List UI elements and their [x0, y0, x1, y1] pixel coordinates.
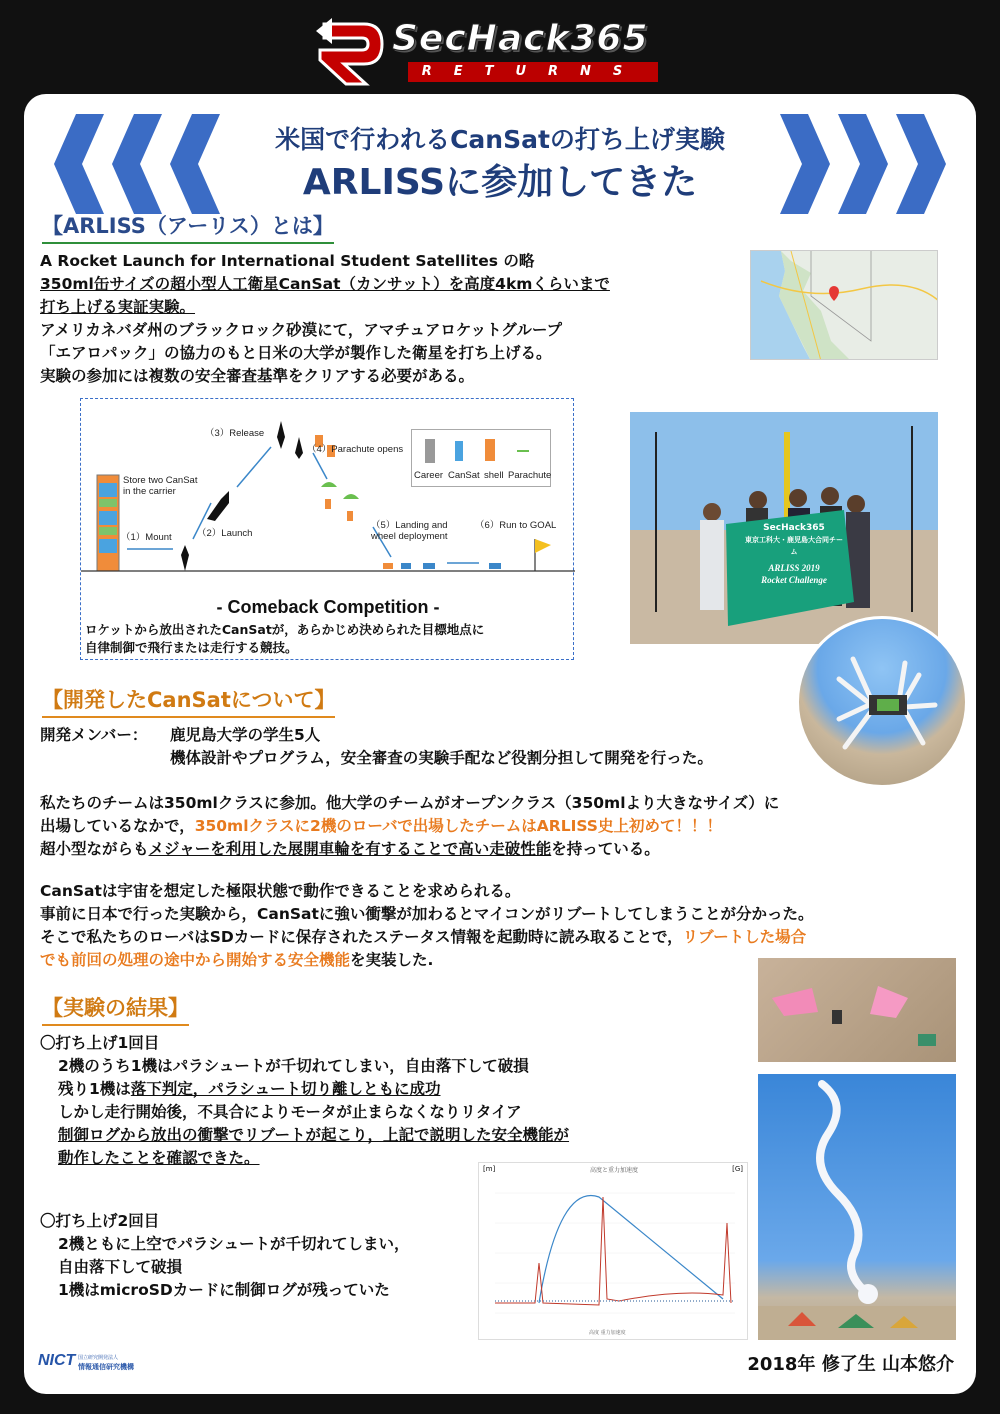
paragraph-line: 超小型ながらもメジャーを利用した展開車輪を有することで高い走破性能を持っている。 — [40, 840, 660, 858]
rover-photo — [796, 616, 968, 788]
altitude-gforce-graph — [478, 1162, 748, 1340]
paragraph-line: 私たちのチームは350mlクラスに参加。他大学のチームがオープンクラス（350mlより大きなサイズ）に — [40, 794, 780, 812]
paragraph-line: 事前に日本で行った実験から，CanSatに強い衝撃が加わるとマイコンがリブートしてしまうことが分かった。 — [40, 905, 814, 923]
diagram-label-launch: （2）Launch — [197, 528, 253, 539]
section-heading-arliss: 【ARLISS（アーリス）とは】 — [42, 210, 334, 244]
paragraph-line: でも前回の処理の途中から開始する安全機能を実装した. — [40, 951, 434, 969]
graph-right-unit: [G] — [732, 1165, 743, 1173]
poster-title-line2: ARLISSに参加してきた — [302, 162, 698, 203]
launch2-block — [40, 1210, 409, 1302]
launch2-line: 2機ともに上空でパラシュートが千切れてしまい， — [58, 1235, 410, 1253]
graph-legend: 高度 重力加速度 — [589, 1330, 626, 1336]
diagram-label-run: （6）Run to GOAL — [475, 520, 557, 531]
caption-line: ロケットから放出されたCanSatが，あらかじめ決められた目標地点に — [85, 622, 485, 637]
diagram-legend — [411, 429, 551, 487]
nict-logo-sub2: 情報通信研究機構 — [78, 1363, 134, 1371]
highlight-first-in-history: 350mlクラスに2機のローバで出場したチームはARLISS史上初めて！！！ — [194, 817, 722, 835]
sechack-return-icon — [310, 8, 390, 88]
cansat-paragraph1 — [40, 792, 779, 861]
arliss-line: A Rocket Launch for International Student Satellites の略 — [40, 252, 535, 270]
team-photo — [630, 412, 938, 644]
members-roles: 機体設計やプログラム，安全審査の実験手配など役割分担して開発を行った。 — [170, 749, 713, 767]
launch1-line: 2機のうち1機はパラシュートが千切れてしまい，自由落下して破損 — [58, 1057, 529, 1075]
diagram-label-landing: （5）Landing and wheel deployment — [371, 520, 448, 542]
arliss-line: 350ml缶サイズの超小型人工衛星CanSat（カンサット）を高度4kmくらいまで — [40, 275, 610, 293]
banner-sub: Rocket Challenge — [761, 575, 827, 585]
launch1-block — [40, 1032, 569, 1170]
legend-shell: shell — [484, 470, 504, 481]
launch2-line: 1機はmicroSDカードに制御ログが残っていた — [58, 1281, 390, 1299]
nict-logo-sub1: 国立研究開発法人 — [78, 1355, 119, 1361]
paragraph-line: 出場しているなかで，350mlクラスに2機のローバで出場したチームはARLISS史上初めて！！！ — [40, 817, 722, 835]
comeback-title: - Comeback Competition - — [216, 597, 440, 617]
banner-team: 東京工科大・鹿児島大合同チーム — [745, 536, 843, 556]
legend-cansat: CanSat — [448, 470, 480, 481]
nevada-map-image — [750, 250, 938, 360]
paragraph-line: CanSatは宇宙を想定した極限状態で動作できることを求められる。 — [40, 882, 521, 900]
cansat-paragraph2 — [40, 880, 814, 972]
banner-brand: SecHack365 — [763, 523, 825, 533]
section-heading-results: 【実験の結果】 — [42, 992, 189, 1026]
diagram-label-store: Store two CanSat in the carrier — [123, 475, 198, 497]
diagram-label-release: （3）Release — [205, 428, 265, 439]
graph-title: 高度と重力加速度 — [589, 1167, 638, 1174]
graph-left-unit: [m] — [483, 1165, 496, 1173]
highlight-reboot: リブートした場合 — [682, 928, 807, 946]
sechack-logo — [310, 8, 690, 88]
launch1-title: 〇打ち上げ1回目 — [40, 1034, 160, 1052]
nict-logo-text: NICT — [38, 1352, 76, 1369]
caption-line: 自律制御で飛行または走行する競技。 — [85, 640, 298, 655]
members-text: 鹿児島大学の学生5人 — [170, 726, 321, 744]
team-banner — [742, 522, 846, 586]
logo-subtitle: RETURNS — [408, 62, 658, 82]
chevron-right-icon — [766, 114, 946, 214]
legend-parachute: Parachute — [508, 470, 552, 481]
highlight-safety: でも前回の処理の途中から開始する安全機能 — [40, 951, 351, 969]
legend-career: Career — [414, 470, 444, 481]
arliss-line: 実験の参加には複数の安全審査基準をクリアする必要がある。 — [40, 367, 475, 385]
section-heading-cansat: 【開発したCanSatについて】 — [42, 684, 335, 718]
comeback-competition-diagram — [80, 398, 574, 660]
diagram-label-mount: （1）Mount — [121, 532, 172, 543]
launch2-title: 〇打ち上げ2回目 — [40, 1212, 160, 1230]
arliss-line: 打ち上げる実証実験。 — [40, 298, 196, 316]
poster-title-line1: 米国で行われるCanSatの打ち上げ実験 — [275, 125, 725, 154]
landing-site-photo — [758, 958, 956, 1062]
rocket-launch-photo — [758, 1074, 956, 1340]
launch1-line: しかし走行開始後，不具合によりモータが止まらなくなりリタイア — [58, 1103, 522, 1121]
chevron-left-icon — [54, 114, 234, 214]
comeback-caption — [85, 621, 575, 657]
logo-title: SecHack365 — [392, 18, 649, 59]
nict-logo — [38, 1348, 158, 1378]
paragraph-line: そこで私たちのローバはSDカードに保存されたステータス情報を起動時に読み取ることで，リブートした場合 — [40, 928, 807, 946]
arliss-line: アメリカネバダ州のブラックロック砂漠にて，アマチュアロケットグループ — [40, 321, 563, 339]
poster-panel — [24, 94, 976, 1394]
author-signature: 2018年 修了生 山本悠介 — [747, 1354, 954, 1375]
launch1-line: 動作したことを確認できた。 — [58, 1149, 260, 1167]
launch1-line: 制御ログから放出の衝撃でリブートが起こり，上記で説明した安全機能が — [58, 1126, 570, 1144]
launch1-line: 残り1機は落下判定，パラシュート切り離しともに成功 — [58, 1080, 441, 1098]
launch2-line: 自由落下して破損 — [58, 1258, 183, 1276]
diagram-label-parachute: （4）Parachute opens — [307, 444, 404, 455]
arliss-line: 「エアロパック」の協力のもと日米の大学が製作した衛星を打ち上げる。 — [40, 344, 552, 362]
arliss-description — [40, 250, 610, 388]
banner-event: ARLISS 2019 — [768, 563, 820, 573]
underline-wheel: メジャーを利用した展開車輪を有することで高い走破性能 — [148, 840, 552, 858]
members-label: 開発メンバー： — [40, 726, 148, 744]
